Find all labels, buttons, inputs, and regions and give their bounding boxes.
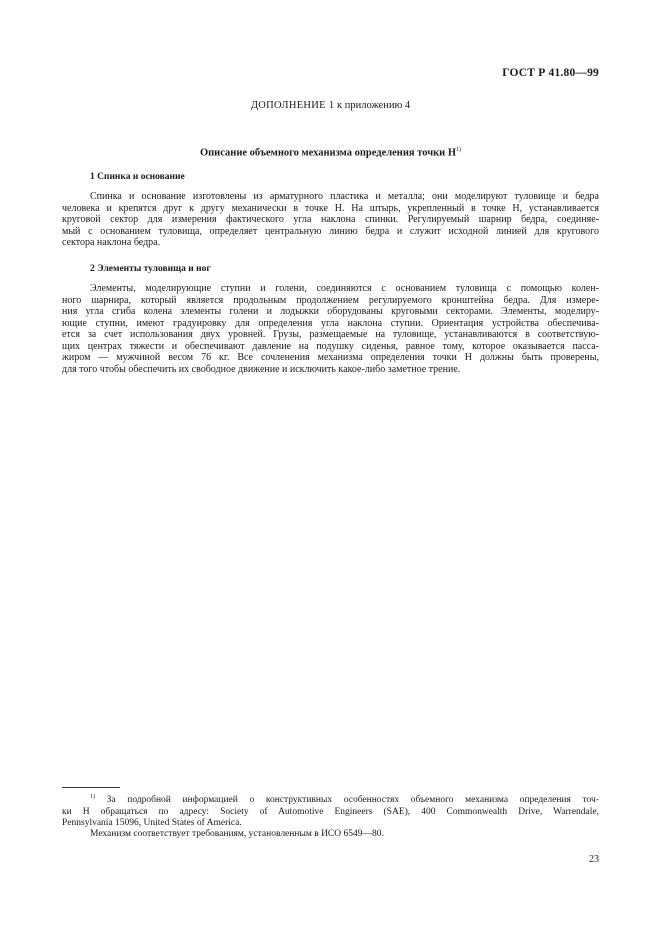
paragraph-line: щих центрах тяжести и обеспечивают давление на подушку сиденья, равное тому, которое оказывается пасса-	[62, 340, 599, 352]
document-code: ГОСТ Р 41.80—99	[502, 67, 599, 79]
footnote-line: Механизм соответствует требованиям, установленным в ИСО 6549—80.	[90, 829, 384, 839]
paragraph-line: сектора наклона бедра.	[62, 237, 161, 248]
paragraph-line: жиром — мужчиной весом 76 кг. Все сочленения механизма определения точки H должны быть проверены,	[62, 352, 599, 363]
footnote-1	[62, 792, 599, 830]
paragraph-line: Спинка и основание изготовлены из арматурного пластика и металла; они моделируют туловище и бедра	[90, 191, 599, 202]
title-footnote-mark: 1)	[456, 147, 462, 153]
title-text: Описание объемного механизма определения точки H	[199, 147, 457, 159]
footnote-line: $^{1)}$ За подробной информацией о конструктивных особенностях объемного механизма определения точ-	[90, 794, 599, 806]
paragraph-line: ющие ступни, имеют градуировку для определения угла наклона ступни. Ориентация устройства обеспечива-	[62, 317, 599, 329]
addendum-target: к приложению 4	[334, 100, 411, 111]
footnote-line: ки H обращаться по адресу: Society of Automotive Engineers (SAE), 400 Commonwealth Drive, Warrendale,	[62, 806, 599, 817]
paragraph-line: ется за счет использования двух уровней. Грузы, размещаемые на туловище, устанавливаются в соответствую-	[62, 329, 599, 340]
paragraph-line: ного шарнира, который является продольным продолжением регулируемого кронштейна бедра. Для измере-	[62, 294, 599, 306]
section-2-heading: 2 Элементы туловища и ног	[90, 264, 211, 274]
addendum-label: ДОПОЛНЕНИЕ 1	[250, 100, 335, 111]
footnote-mark: 1)	[90, 794, 95, 800]
addendum-heading	[0, 100, 661, 111]
paragraph-line: для того чтобы обеспечить их свободное движение и исключить какое-либо заметное трение.	[62, 363, 461, 375]
section-1-heading: 1 Спинка и основание	[90, 172, 185, 182]
paragraph-line: Элементы, моделирующие ступни и голени, соединяются с основанием туловища с помощью колен-	[90, 283, 599, 294]
paragraph-line: круговой сектор для измерения фактического угла наклона спинки. Регулируемый шарнир бедра, соединяе-	[62, 214, 599, 225]
footnote-line: Pennsylvania 15096, United States of America.	[62, 818, 242, 829]
footnote-note	[62, 829, 599, 841]
paragraph-line: ния угла сгиба колена элементы голени и лодыжки оборудованы круговыми секторами. Элементы, моделиру-	[62, 306, 599, 317]
paragraph-line: человека и крепятся друг к другу механически в точке H. На штырь, укрепленный в точке H, устанавливается	[62, 202, 599, 214]
paragraph-line: мый с основанием туловища, определяет центральную линию бедра и служит исходной линией для кругового	[62, 225, 599, 237]
section-2-paragraph	[62, 283, 599, 375]
page-title	[0, 147, 661, 159]
section-1-paragraph	[62, 191, 599, 249]
footnote-divider	[62, 787, 120, 788]
page-number: 23	[589, 854, 599, 865]
